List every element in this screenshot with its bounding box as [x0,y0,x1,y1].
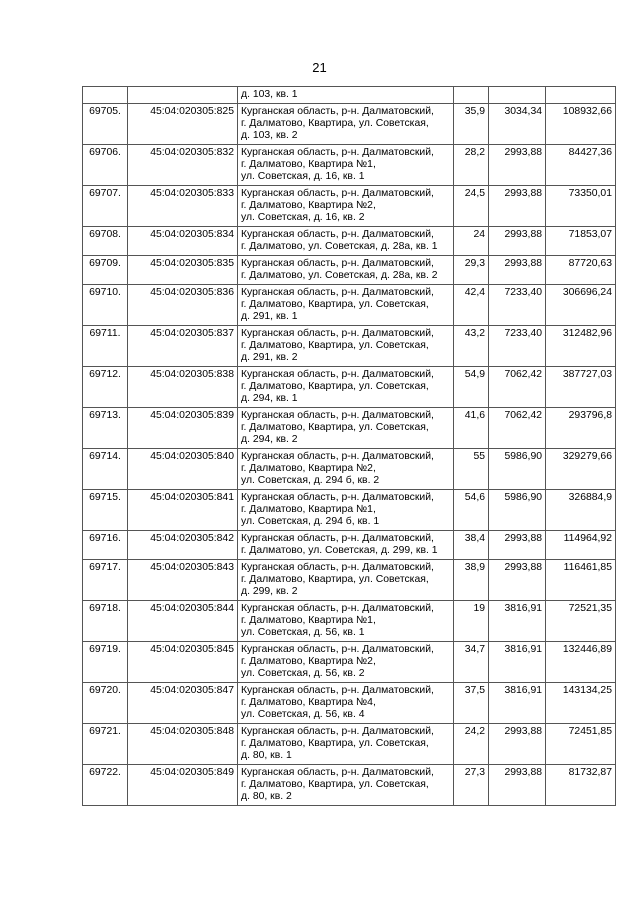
page-number: 21 [312,60,327,75]
cadastral-value-cell: 114964,92 [546,531,616,560]
address-cell [238,285,454,326]
area-cell: 24 [454,227,489,256]
address-cell [238,408,454,449]
cadastral-value-cell: 81732,87 [546,765,616,806]
table-body [83,87,616,806]
address-line: д. 103, кв. 2 [241,130,298,141]
cadastral-number-cell: 45:04:020305:833 [128,186,238,227]
address-cell [238,256,454,285]
cadastral-number-cell: 45:04:020305:825 [128,104,238,145]
unit-price-cell: 2993,88 [489,145,546,186]
unit-price-cell: 3816,91 [489,683,546,724]
area-cell: 38,4 [454,531,489,560]
cadastral-number-cell: 45:04:020305:832 [128,145,238,186]
cadastral-value-cell: 87720,63 [546,256,616,285]
address-cell [238,326,454,367]
address-line: д. 291, кв. 2 [241,352,298,363]
cadastral-number-cell: 45:04:020305:835 [128,256,238,285]
cadastral-value-cell: 84427,36 [546,145,616,186]
area-cell: 24,2 [454,724,489,765]
address-line: Курганская область, р-н. Далматовский, [241,451,434,462]
address-line: г. Далматово, Квартира №4, [241,697,376,708]
address-line: г. Далматово, ул. Советская, д. 28а, кв. 2 [241,270,438,281]
cadastral-value-cell [546,87,616,104]
row-number-cell: 69705. [83,104,128,145]
address-cell [238,87,454,104]
table-row [83,724,616,765]
table-row [83,367,616,408]
address-cell [238,531,454,560]
unit-price-cell: 3816,91 [489,642,546,683]
address-line: Курганская область, р-н. Далматовский, [241,258,434,269]
area-cell [454,87,489,104]
row-number-cell: 69708. [83,227,128,256]
address-cell [238,490,454,531]
address-line: г. Далматово, Квартира, ул. Советская, [241,574,429,585]
address-cell [238,724,454,765]
table-row [83,87,616,104]
address-line: д. 294, кв. 1 [241,393,298,404]
area-cell: 24,5 [454,186,489,227]
unit-price-cell: 7233,40 [489,326,546,367]
address-cell [238,186,454,227]
table-row [83,227,616,256]
address-line: Курганская область, р-н. Далматовский, [241,147,434,158]
table-row [83,531,616,560]
area-cell: 27,3 [454,765,489,806]
area-cell: 35,9 [454,104,489,145]
address-line: Курганская область, р-н. Далматовский, [241,533,434,544]
row-number-cell: 69713. [83,408,128,449]
address-line: Курганская область, р-н. Далматовский, [241,603,434,614]
table-row [83,642,616,683]
cadastral-value-cell: 329279,66 [546,449,616,490]
address-cell [238,601,454,642]
unit-price-cell: 2993,88 [489,531,546,560]
area-cell: 19 [454,601,489,642]
table-row [83,408,616,449]
address-line: г. Далматово, Квартира №1, [241,504,376,515]
unit-price-cell: 5986,90 [489,490,546,531]
cadastral-number-cell: 45:04:020305:847 [128,683,238,724]
address-line: Курганская область, р-н. Далматовский, [241,492,434,503]
unit-price-cell: 2993,88 [489,256,546,285]
address-line: г. Далматово, Квартира №1, [241,159,376,170]
address-line: д. 80, кв. 1 [241,750,292,761]
address-line: ул. Советская, д. 56, кв. 2 [241,668,365,679]
row-number-cell: 69709. [83,256,128,285]
row-number-cell: 69707. [83,186,128,227]
address-line: г. Далматово, Квартира №2, [241,200,376,211]
row-number-cell: 69721. [83,724,128,765]
address-line: г. Далматово, Квартира №2, [241,656,376,667]
address-line: ул. Советская, д. 16, кв. 2 [241,212,365,223]
area-cell: 34,7 [454,642,489,683]
address-line: ул. Советская, д. 294 б, кв. 2 [241,475,380,486]
table-row [83,683,616,724]
unit-price-cell: 3034,34 [489,104,546,145]
area-cell: 37,5 [454,683,489,724]
row-number-cell: 69714. [83,449,128,490]
cadastral-value-cell: 143134,25 [546,683,616,724]
cadastral-number-cell: 45:04:020305:840 [128,449,238,490]
unit-price-cell: 3816,91 [489,601,546,642]
address-line: г. Далматово, ул. Советская, д. 299, кв. 1 [241,545,438,556]
row-number-cell [83,87,128,104]
address-line: Курганская область, р-н. Далматовский, [241,287,434,298]
cadastral-number-cell: 45:04:020305:845 [128,642,238,683]
cadastral-number-cell [128,87,238,104]
address-line: г. Далматово, Квартира, ул. Советская, [241,340,429,351]
address-line: Курганская область, р-н. Далматовский, [241,369,434,380]
table-row [83,765,616,806]
unit-price-cell: 5986,90 [489,449,546,490]
address-cell [238,642,454,683]
cadastral-number-cell: 45:04:020305:841 [128,490,238,531]
area-cell: 29,3 [454,256,489,285]
area-cell: 41,6 [454,408,489,449]
unit-price-cell: 2993,88 [489,765,546,806]
address-line: Курганская область, р-н. Далматовский, [241,685,434,696]
cadastral-number-cell: 45:04:020305:834 [128,227,238,256]
cadastral-value-cell: 72451,85 [546,724,616,765]
address-line: г. Далматово, Квартира, ул. Советская, [241,422,429,433]
address-cell [238,449,454,490]
cadastral-number-cell: 45:04:020305:836 [128,285,238,326]
row-number-cell: 69706. [83,145,128,186]
unit-price-cell: 7233,40 [489,285,546,326]
cadastral-number-cell: 45:04:020305:842 [128,531,238,560]
unit-price-cell: 2993,88 [489,227,546,256]
table-row [83,186,616,227]
address-line: ул. Советская, д. 56, кв. 1 [241,627,365,638]
address-line: ул. Советская, д. 56, кв. 4 [241,709,365,720]
cadastral-value-cell: 306696,24 [546,285,616,326]
cadastral-value-cell: 108932,66 [546,104,616,145]
address-line: д. 294, кв. 2 [241,434,298,445]
address-line: Курганская область, р-н. Далматовский, [241,726,434,737]
address-line: Курганская область, р-н. Далматовский, [241,229,434,240]
row-number-cell: 69712. [83,367,128,408]
cadastral-value-cell: 71853,07 [546,227,616,256]
cadastral-number-cell: 45:04:020305:844 [128,601,238,642]
address-line: Курганская область, р-н. Далматовский, [241,644,434,655]
row-number-cell: 69710. [83,285,128,326]
address-line: ул. Советская, д. 294 б, кв. 1 [241,516,380,527]
address-line: Курганская область, р-н. Далматовский, [241,328,434,339]
address-line: Курганская область, р-н. Далматовский, [241,410,434,421]
row-number-cell: 69717. [83,560,128,601]
table-row [83,449,616,490]
cadastral-number-cell: 45:04:020305:838 [128,367,238,408]
cadastral-value-cell: 132446,89 [546,642,616,683]
address-line: ул. Советская, д. 16, кв. 1 [241,171,365,182]
table-row [83,285,616,326]
address-cell [238,765,454,806]
row-number-cell: 69722. [83,765,128,806]
cadastral-number-cell: 45:04:020305:843 [128,560,238,601]
unit-price-cell: 2993,88 [489,724,546,765]
address-line: г. Далматово, Квартира №1, [241,615,376,626]
table-row [83,256,616,285]
address-cell [238,145,454,186]
property-registry-table [82,86,616,806]
cadastral-number-cell: 45:04:020305:849 [128,765,238,806]
address-cell [238,560,454,601]
unit-price-cell: 2993,88 [489,186,546,227]
area-cell: 43,2 [454,326,489,367]
address-line: Курганская область, р-н. Далматовский, [241,562,434,573]
table-row [83,490,616,531]
address-line: д. 80, кв. 2 [241,791,292,802]
table-row [83,104,616,145]
row-number-cell: 69719. [83,642,128,683]
address-cell [238,227,454,256]
cadastral-number-cell: 45:04:020305:848 [128,724,238,765]
table-row [83,145,616,186]
area-cell: 28,2 [454,145,489,186]
address-line: г. Далматово, Квартира, ул. Советская, [241,779,429,790]
area-cell: 54,6 [454,490,489,531]
cadastral-value-cell: 326884,9 [546,490,616,531]
address-line: Курганская область, р-н. Далматовский, [241,106,434,117]
row-number-cell: 69718. [83,601,128,642]
area-cell: 54,9 [454,367,489,408]
cadastral-value-cell: 387727,03 [546,367,616,408]
address-line: г. Далматово, Квартира, ул. Советская, [241,738,429,749]
address-line: г. Далматово, Квартира, ул. Советская, [241,299,429,310]
cadastral-number-cell: 45:04:020305:839 [128,408,238,449]
address-line: Курганская область, р-н. Далматовский, [241,188,434,199]
address-line: д. 291, кв. 1 [241,311,298,322]
row-number-cell: 69711. [83,326,128,367]
row-number-cell: 69716. [83,531,128,560]
row-number-cell: 69715. [83,490,128,531]
address-cell [238,367,454,408]
address-line: Курганская область, р-н. Далматовский, [241,767,434,778]
address-line: г. Далматово, Квартира, ул. Советская, [241,118,429,129]
cadastral-value-cell: 116461,85 [546,560,616,601]
area-cell: 55 [454,449,489,490]
address-line: г. Далматово, ул. Советская, д. 28а, кв. 1 [241,241,438,252]
unit-price-cell: 7062,42 [489,408,546,449]
cadastral-value-cell: 312482,96 [546,326,616,367]
address-line: д. 299, кв. 2 [241,586,298,597]
table-row [83,560,616,601]
cadastral-value-cell: 73350,01 [546,186,616,227]
address-line: д. 103, кв. 1 [241,89,298,100]
address-line: г. Далматово, Квартира №2, [241,463,376,474]
table-row [83,326,616,367]
area-cell: 38,9 [454,560,489,601]
table-row [83,601,616,642]
unit-price-cell [489,87,546,104]
row-number-cell: 69720. [83,683,128,724]
area-cell: 42,4 [454,285,489,326]
unit-price-cell: 2993,88 [489,560,546,601]
address-line: г. Далматово, Квартира, ул. Советская, [241,381,429,392]
address-cell [238,104,454,145]
cadastral-number-cell: 45:04:020305:837 [128,326,238,367]
unit-price-cell: 7062,42 [489,367,546,408]
cadastral-value-cell: 293796,8 [546,408,616,449]
address-cell [238,683,454,724]
cadastral-value-cell: 72521,35 [546,601,616,642]
